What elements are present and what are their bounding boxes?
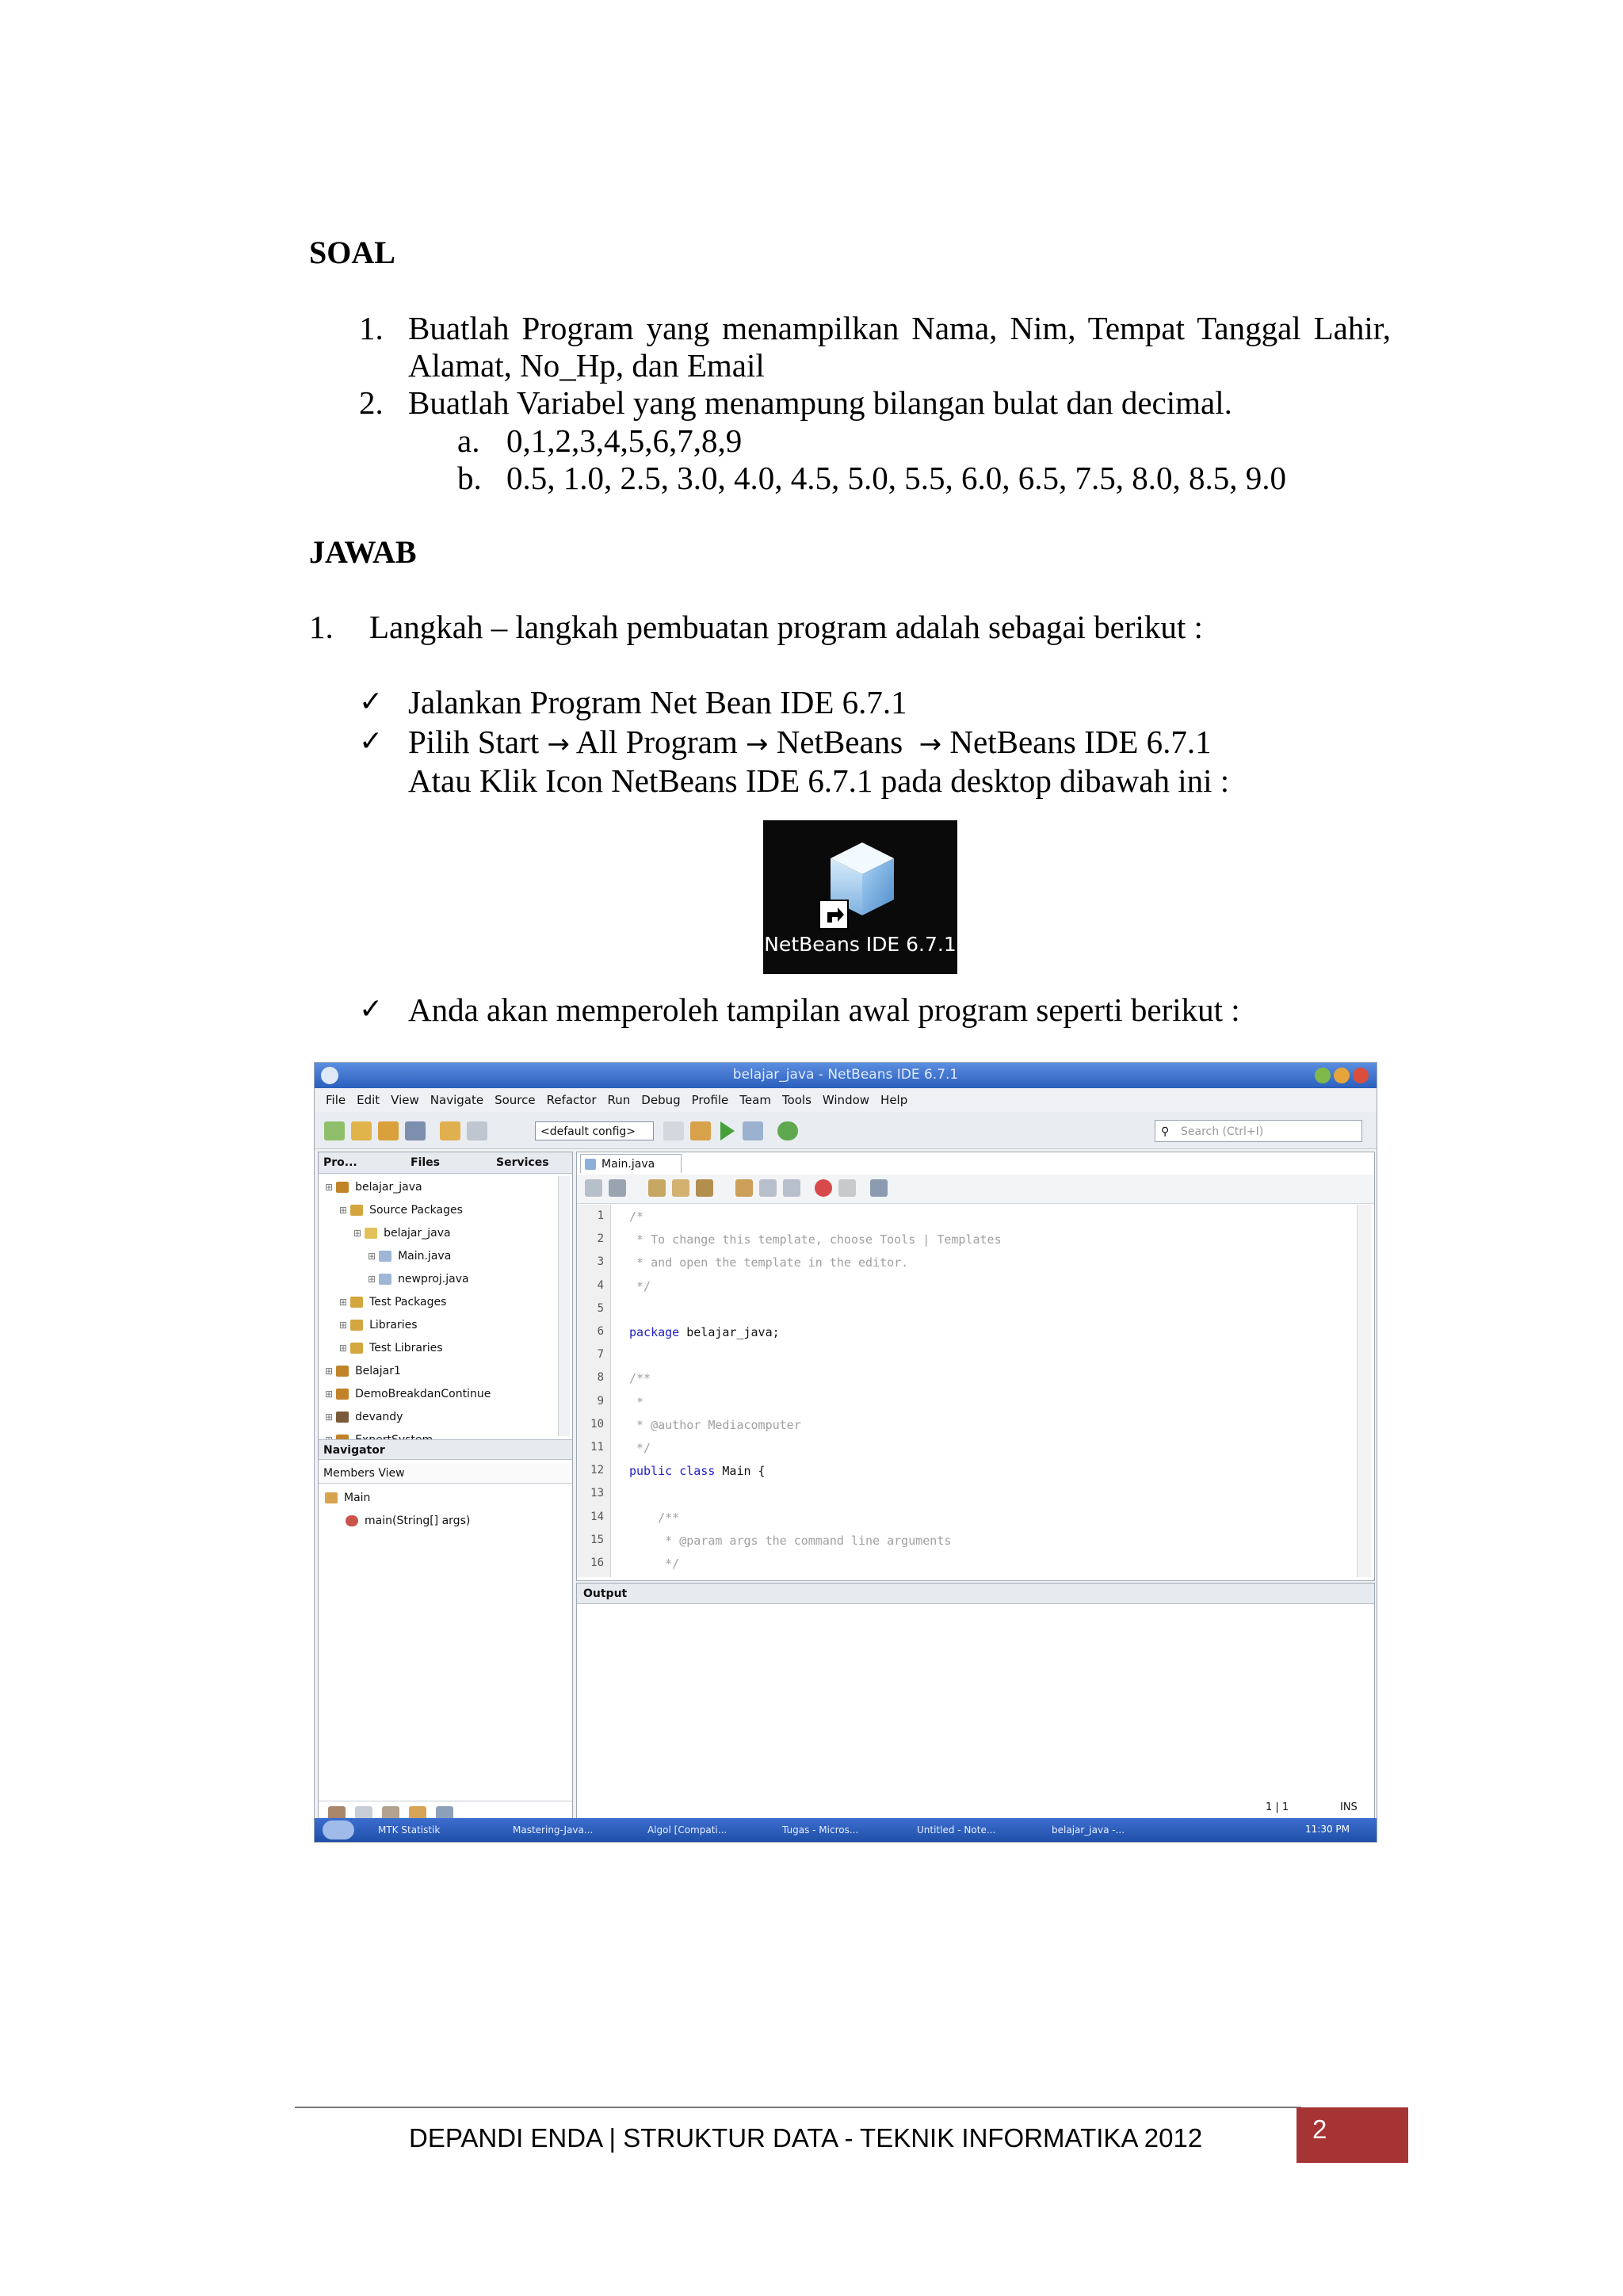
folder-icon — [350, 1297, 363, 1308]
folder-icon — [350, 1343, 363, 1354]
tree-node[interactable] — [368, 1245, 451, 1267]
build-icon[interactable] — [663, 1121, 684, 1140]
code-text: Main { — [715, 1464, 766, 1479]
line-number: 14 — [590, 1510, 604, 1523]
comment-icon[interactable] — [870, 1179, 888, 1197]
folder-icon — [350, 1320, 363, 1331]
line-number: 12 — [590, 1464, 604, 1477]
code-keyword: package — [629, 1325, 680, 1339]
forward-icon[interactable] — [609, 1179, 626, 1197]
new-file-icon[interactable] — [324, 1121, 345, 1140]
tree-node[interactable] — [339, 1199, 463, 1221]
taskbar-item[interactable]: belajar_java -... — [1052, 1824, 1125, 1836]
folder-icon — [379, 1274, 391, 1285]
menu-item[interactable]: View — [391, 1093, 419, 1107]
line-number: 5 — [597, 1301, 604, 1315]
close-icon[interactable] — [1353, 1068, 1369, 1083]
status-bar — [315, 1800, 1377, 1817]
expand-icon[interactable]: ⊞ — [325, 1366, 334, 1377]
line-number: 16 — [590, 1557, 604, 1569]
line-number: 4 — [597, 1278, 604, 1292]
method-icon — [346, 1515, 358, 1526]
taskbar-item[interactable]: Untitled - Note... — [917, 1824, 996, 1836]
line-number: 7 — [597, 1348, 604, 1362]
navigator-node-label: Main — [344, 1492, 371, 1504]
window-titlebar — [315, 1063, 1377, 1088]
open-project-icon[interactable] — [378, 1121, 399, 1140]
soal-item-text: Buatlah Variabel yang menampung bilangan bulat dan decimal. — [408, 384, 1232, 421]
page-number: 2 — [1312, 2115, 1327, 2144]
folder-icon — [336, 1182, 349, 1193]
line-number-gutter — [577, 1205, 611, 1577]
tree-node-label: newproj.java — [398, 1273, 469, 1286]
code-keyword: public class — [629, 1464, 716, 1479]
run-icon[interactable] — [720, 1121, 735, 1140]
taskbar-item[interactable]: Algol [Compati... — [647, 1824, 727, 1836]
check-item-text-cont: Atau Klik Icon NetBeans IDE 6.7.1 pada desktop dibawah ini : — [408, 762, 1230, 799]
tree-node[interactable] — [325, 1176, 422, 1198]
navigator-node[interactable] — [325, 1487, 370, 1509]
arrow-right-icon: → — [746, 728, 769, 760]
line-number: 8 — [597, 1371, 604, 1385]
tab-files[interactable]: Files — [411, 1156, 440, 1169]
menu-item[interactable]: Edit — [357, 1093, 380, 1107]
menu-item[interactable]: Debug — [641, 1093, 681, 1107]
sub-item-letter: b. — [457, 460, 482, 496]
soal-item-number: 2. — [359, 384, 384, 421]
navigator-node[interactable] — [346, 1510, 470, 1532]
expand-icon[interactable]: ⊞ — [339, 1297, 348, 1308]
path-step: All Program — [575, 724, 738, 760]
sub-item-text: 0,1,2,3,4,5,6,7,8,9 — [506, 422, 743, 459]
code-line: * @author Mediacomputer — [629, 1417, 801, 1432]
code-line — [629, 1464, 766, 1478]
desktop-icon-label: NetBeans IDE 6.7.1 — [764, 933, 957, 956]
tree-node-label: Belajar1 — [355, 1365, 401, 1377]
window-title: belajar_java - NetBeans IDE 6.7.1 — [732, 1067, 959, 1083]
expand-icon[interactable]: ⊞ — [368, 1274, 376, 1285]
stop-macro-icon[interactable] — [838, 1179, 856, 1197]
check-item-path — [408, 723, 1212, 763]
folder-icon — [350, 1205, 363, 1216]
code-line: * and open the template in the editor. — [629, 1255, 909, 1270]
shift-right-icon[interactable] — [783, 1179, 800, 1197]
menu-item[interactable]: Tools — [781, 1093, 812, 1107]
tree-node[interactable] — [339, 1337, 443, 1359]
tree-node[interactable] — [325, 1406, 403, 1428]
tree-node[interactable] — [325, 1383, 491, 1405]
shortcut-arrow-icon — [819, 900, 849, 930]
tree-node-label: DemoBreakdanContinue — [355, 1388, 491, 1400]
line-number: 1 — [597, 1209, 604, 1222]
page-number-box — [1296, 2107, 1408, 2163]
tree-node[interactable] — [353, 1222, 451, 1244]
sub-item-text: 0.5, 1.0, 2.5, 3.0, 4.0, 4.5, 5.0, 5.5, 6.0, 6.5, 7.5, 8.0, 8.5, 9.0 — [506, 460, 1286, 496]
path-step: Pilih Start — [408, 724, 540, 760]
arrow-right-icon: → — [547, 728, 570, 760]
soal-heading: SOAL — [309, 235, 395, 270]
back-icon[interactable] — [585, 1179, 602, 1197]
menu-item[interactable]: File — [326, 1093, 346, 1107]
cursor-position: 1 | 1 — [1266, 1801, 1289, 1813]
path-step: NetBeans — [776, 724, 903, 760]
toggle-bookmark-icon[interactable] — [735, 1179, 753, 1197]
navigator-header: Navigator — [319, 1439, 572, 1460]
shift-left-icon[interactable] — [759, 1179, 777, 1197]
clock: 11:30 PM — [1305, 1824, 1350, 1835]
find-icon[interactable] — [648, 1179, 666, 1197]
ide-screenshot — [314, 1062, 1377, 1843]
code-line: */ — [629, 1441, 651, 1455]
check-item-text: Anda akan memperoleh tampilan awal program seperti berikut : — [408, 991, 1240, 1028]
tab-projects[interactable]: Pro... — [323, 1156, 357, 1169]
output-header: Output — [577, 1584, 1374, 1604]
code-line: /* — [629, 1209, 644, 1224]
line-number: 15 — [590, 1533, 604, 1546]
folder-icon — [336, 1389, 349, 1400]
menu-item[interactable]: Navigate — [430, 1093, 484, 1107]
code-line: * @param args the command line arguments — [629, 1533, 952, 1548]
expand-icon[interactable]: ⊞ — [325, 1182, 334, 1193]
navigator-node-label: main(String[] args) — [365, 1515, 471, 1527]
search-icon: ⚲ — [1161, 1125, 1170, 1138]
folder-icon — [336, 1412, 349, 1423]
footer-divider — [295, 2107, 1301, 2108]
jawab-heading: JAWAB — [309, 534, 417, 570]
line-number: 6 — [597, 1325, 604, 1338]
left-tabs — [319, 1152, 572, 1174]
main-toolbar — [315, 1112, 1377, 1149]
editor-toolbar — [577, 1175, 1374, 1204]
tree-node-label: Main.java — [398, 1250, 452, 1263]
folder-icon — [336, 1366, 349, 1377]
start-macro-icon[interactable] — [815, 1179, 832, 1197]
code-text: belajar_java; — [679, 1325, 780, 1339]
expand-icon[interactable]: ⊞ — [325, 1412, 334, 1423]
tree-node-label: Libraries — [369, 1319, 418, 1331]
menu-item[interactable]: Run — [607, 1093, 631, 1107]
config-select[interactable]: <default config> — [535, 1121, 654, 1140]
tree-node-label: belajar_java — [355, 1181, 422, 1194]
tree-node-label: devandy — [355, 1411, 403, 1423]
clean-build-icon[interactable] — [690, 1121, 711, 1140]
code-line: */ — [629, 1557, 680, 1571]
tree-node[interactable] — [339, 1314, 418, 1336]
output-pane — [576, 1583, 1375, 1836]
expand-icon[interactable]: ⊞ — [368, 1251, 376, 1262]
arrow-right-icon: → — [918, 728, 942, 760]
code-line: * — [629, 1394, 644, 1409]
code-line: */ — [629, 1278, 651, 1293]
step-text: Langkah – langkah pembuatan program adalah sebagai berikut : — [369, 609, 1203, 645]
soal-item-text-cont: Alamat, No_Hp, dan Email — [408, 347, 765, 384]
code-line: /** — [629, 1510, 680, 1525]
tab-services[interactable]: Services — [496, 1156, 549, 1169]
sub-item-letter: a. — [457, 422, 480, 459]
tree-node-label: Test Libraries — [369, 1342, 443, 1354]
undo-icon[interactable] — [440, 1121, 460, 1140]
check-item-text: Jalankan Program Net Bean IDE 6.7.1 — [408, 684, 907, 720]
menu-bar — [315, 1088, 1377, 1113]
new-project-icon[interactable] — [351, 1121, 372, 1140]
projects-pane — [318, 1152, 573, 1836]
tree-node-label: Source Packages — [369, 1204, 463, 1217]
tree-scrollbar[interactable] — [558, 1176, 570, 1436]
code-line: * To change this template, choose Tools | Templates — [629, 1232, 1002, 1247]
search-input[interactable]: Search (Ctrl+I) — [1155, 1120, 1362, 1142]
check-icon: ✓ — [359, 725, 384, 758]
line-number: 3 — [597, 1255, 604, 1269]
path-step: NetBeans IDE 6.7.1 — [949, 724, 1212, 760]
find-prev-icon[interactable] — [672, 1179, 689, 1197]
line-number: 13 — [590, 1487, 604, 1500]
check-icon: ✓ — [359, 993, 384, 1026]
editor-scrollbar[interactable] — [1357, 1205, 1372, 1577]
minimize-icon[interactable] — [1315, 1068, 1331, 1083]
class-icon — [325, 1492, 338, 1503]
find-next-icon[interactable] — [696, 1179, 713, 1197]
members-view-select[interactable]: Members View — [319, 1463, 572, 1484]
start-button[interactable] — [323, 1820, 354, 1839]
java-file-icon — [585, 1159, 596, 1170]
netbeans-desktop-icon — [763, 820, 957, 974]
tree-node-label: Test Packages — [369, 1296, 447, 1308]
tab-main-java[interactable]: Main.java — [580, 1154, 682, 1173]
line-number: 11 — [590, 1441, 604, 1454]
folder-icon — [365, 1228, 377, 1239]
expand-icon[interactable]: ⊞ — [353, 1228, 362, 1239]
profile-icon[interactable] — [777, 1121, 798, 1140]
check-icon: ✓ — [359, 686, 384, 718]
code-line: /** — [629, 1371, 651, 1386]
redo-icon[interactable] — [467, 1121, 487, 1140]
menu-item[interactable]: Source — [495, 1093, 536, 1107]
tree-node[interactable] — [339, 1291, 446, 1313]
line-number: 2 — [597, 1232, 604, 1246]
menu-item[interactable]: Team — [739, 1093, 771, 1107]
save-all-icon[interactable] — [405, 1121, 426, 1140]
expand-icon[interactable]: ⊞ — [325, 1389, 334, 1400]
footer-text: DEPANDI ENDA | STRUKTUR DATA - TEKNIK INFORMATIKA 2012 — [409, 2123, 1203, 2153]
tree-node[interactable] — [325, 1360, 401, 1382]
code-editor — [576, 1152, 1375, 1581]
menu-item[interactable]: Refactor — [546, 1093, 597, 1107]
menu-item[interactable]: Help — [880, 1093, 908, 1107]
soal-item-text: Buatlah Program yang menampilkan Nama, Nim, Tempat Tanggal Lahir, — [408, 310, 1391, 346]
menu-item[interactable]: Profile — [691, 1093, 729, 1107]
tree-node[interactable] — [368, 1268, 469, 1290]
line-number: 9 — [597, 1394, 604, 1408]
menu-item[interactable]: Window — [822, 1093, 870, 1107]
folder-icon — [379, 1251, 391, 1262]
debug-icon[interactable] — [743, 1121, 763, 1140]
expand-icon[interactable]: ⊞ — [339, 1205, 348, 1216]
maximize-icon[interactable] — [1334, 1068, 1350, 1083]
os-taskbar — [315, 1818, 1377, 1842]
code-line — [629, 1325, 780, 1339]
expand-icon[interactable]: ⊞ — [339, 1343, 348, 1354]
taskbar-item[interactable]: MTK Statistik — [378, 1824, 441, 1836]
expand-icon[interactable]: ⊞ — [339, 1320, 348, 1331]
taskbar-item[interactable]: Tugas - Micros... — [782, 1824, 859, 1836]
step-number: 1. — [309, 609, 334, 645]
insert-mode: INS — [1340, 1801, 1358, 1813]
taskbar-item[interactable]: Mastering-Java... — [513, 1824, 594, 1836]
soal-item-number: 1. — [359, 310, 384, 346]
tree-node-label: belajar_java — [384, 1227, 451, 1240]
line-number: 10 — [590, 1417, 604, 1431]
